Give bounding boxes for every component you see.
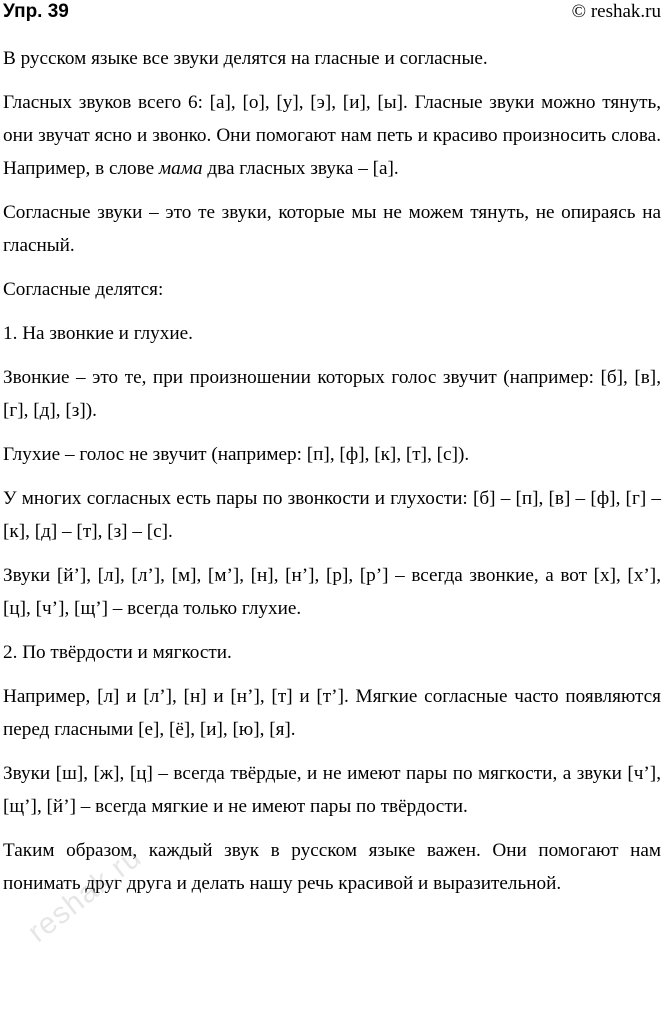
answer-text [3,42,661,911]
paragraph-vowels [3,86,661,185]
paragraph-intro: В русском языке все звуки делятся на гласные и согласные. [3,48,488,69]
exercise-title: Упр. 39 [3,1,69,22]
paragraph-always-hard: Звуки [ш], [ж], [ц] – всегда твёрдые, и не имеют пары по мягкости, а звуки [ч’], [щ’], [й’] – всегда мягкие и не имеют пары по твёрдости. [3,763,661,817]
vowels-text: Гласных звуков всего 6: [а], [о], [у], [э], [и], [ы]. Гласные звуки можно тянуть, они звучат ясно и звонко. Они помогают нам петь и красиво произносить слова. Например, в слове [3,92,661,179]
paragraph-example-soft: Например, [л] и [л’], [н] и [н’], [т] и [т’]. Мягкие согласные часто появляются перед гласными [е], [ё], [и], [ю], [я]. [3,686,661,740]
example-word: мама [158,158,203,179]
paragraph-pairs: У многих согласных есть пары по звонкости и глухости: [б] – [п], [в] – [ф], [г] – [к], [д] – [т], [з] – [с]. [3,488,661,542]
paragraph-conclusion: Таким образом, каждый звук в русском языке важен. Они помогают нам понимать друг друга и делать нашу речь красивой и выразительной. [3,840,661,894]
paragraph-consonants-divide: Согласные делятся: [3,279,164,300]
header [3,0,661,26]
copyright-text: © reshak.ru [571,1,661,22]
paragraph-voiced: Звонкие – это те, при произношении которых голос звучит (например: [б], [в], [г], [д], [з]). [3,367,661,421]
list-item-voiced-voiceless: 1. На звонкие и глухие. [3,323,193,344]
paragraph-consonants: Согласные звуки – это те звуки, которые мы не можем тянуть, не опираясь на гласный. [3,202,661,256]
paragraph-always-voiced: Звуки [й’], [л], [л’], [м], [м’], [н], [н’], [р], [р’] – всегда звонкие, а вот [х], [х’], [ц], [ч’], [щ’] – всегда только глухие. [3,565,661,619]
vowels-text-end: два гласных звука – [а]. [202,158,399,179]
watermark: reshak.ru [21,840,148,949]
paragraph-voiceless: Глухие – голос не звучит (например: [п], [ф], [к], [т], [с]). [3,444,470,465]
list-item-hard-soft: 2. По твёрдости и мягкости. [3,642,232,663]
